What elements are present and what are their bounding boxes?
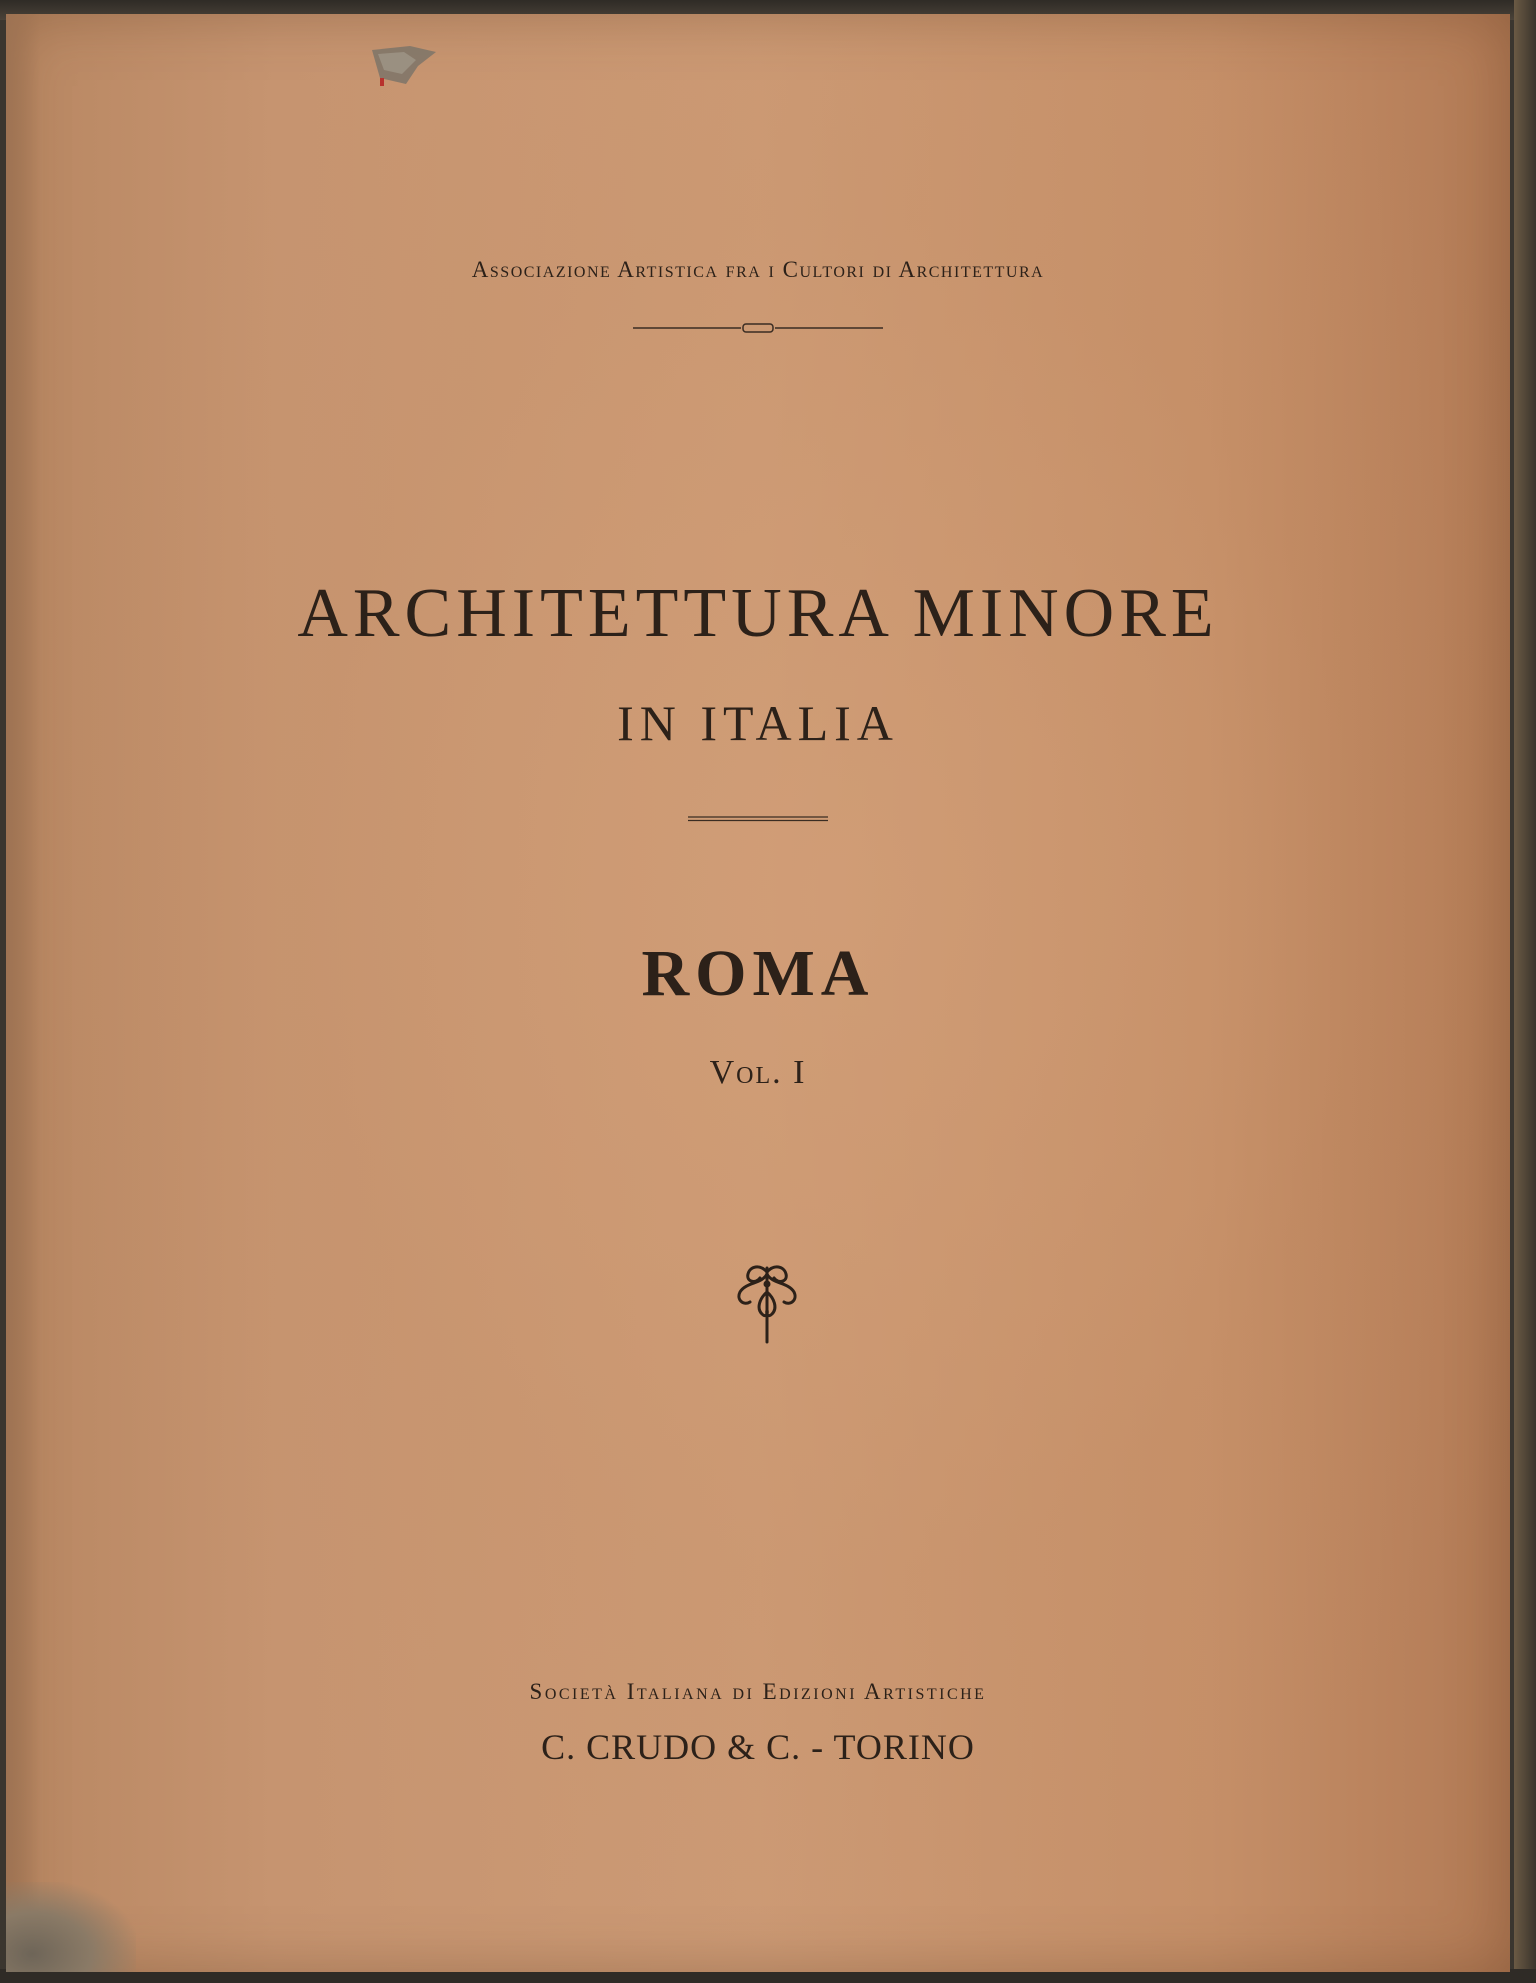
printer-imprint: C. CRUDO & C. - TORINO (541, 1727, 975, 1767)
volume-label: Vol. I (709, 1054, 807, 1091)
association-name: Associazione Artistica fra i Cultori di Architettura (471, 257, 1045, 282)
publisher-name: Società Italiana di Edizioni Artistiche (529, 1679, 987, 1704)
torn-label-icon (366, 44, 446, 89)
double-rule-icon (6, 810, 1510, 828)
title-line-1: ARCHITETTURA MINORE (297, 575, 1219, 652)
floral-fleuron-icon (732, 1262, 802, 1344)
city-title: ROMA (641, 937, 875, 1010)
binding-right-edge (1514, 0, 1536, 1983)
book-cover (6, 14, 1510, 1972)
corner-wear (6, 1882, 136, 1972)
ornamental-rule-icon (6, 320, 1510, 341)
title-line-2: IN ITALIA (617, 695, 899, 751)
